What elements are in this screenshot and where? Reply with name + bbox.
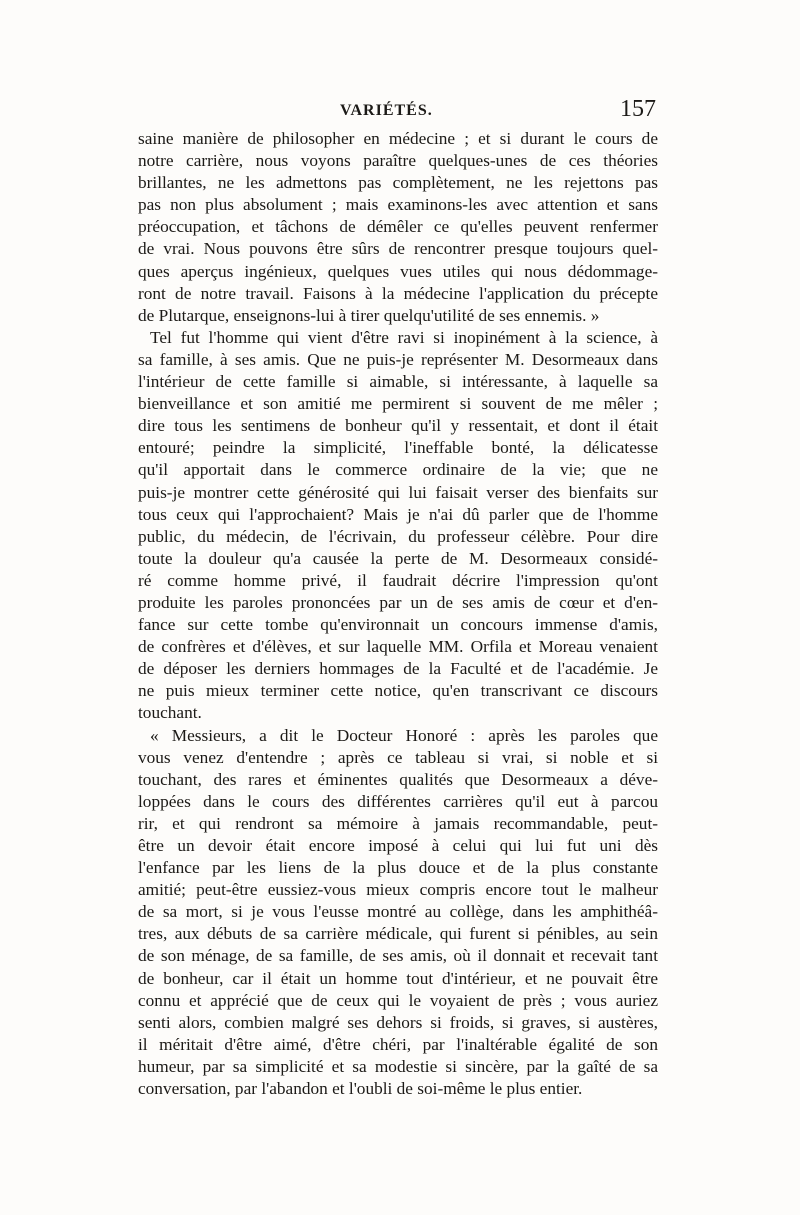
text-line: être un devoir était encore imposé à celui qui lui fut uni dès — [138, 836, 658, 855]
text-line: vous venez d'entendre ; après ce tableau si vrai, si noble et si — [138, 747, 658, 767]
paragraph — [138, 725, 658, 1101]
paragraph — [138, 327, 658, 725]
section-title: VARIÉTÉS. — [340, 102, 433, 119]
text-line: senti alors, combien malgré ses dehors si froids, si graves, si austères, — [138, 1012, 658, 1032]
paragraph — [138, 128, 658, 327]
text-line: connu et apprécié que de ceux qui le voyaient de près ; vous auriez — [138, 990, 658, 1010]
text-line: ques aperçus ingénieux, quelques vues utiles qui nous dédommage- — [138, 261, 658, 281]
body-text — [138, 128, 658, 1100]
text-line: pas non plus absolument ; mais examinons-les avec attention et sans — [138, 195, 658, 215]
page-number: 157 — [620, 96, 656, 122]
text-line: produite les paroles prononcées par un de ses amis de cœur et d'en- — [138, 592, 658, 612]
text-line: brillantes, ne les admettons pas complètement, ne les rejettons pas — [138, 173, 658, 193]
text-line: ront de notre travail. Faisons à la médecine l'application du précepte — [138, 283, 658, 303]
text-line: de vrai. Nous pouvons être sûrs de rencontrer presque toujours quel- — [138, 239, 658, 259]
text-line: tres, aux débuts de sa carrière médicale, qui furent si pénibles, au sein — [138, 924, 658, 944]
text-line: de confrères et d'élèves, et sur laquelle MM. Orfila et Moreau venaient — [138, 637, 658, 657]
text-line: rir, et qui rendront sa mémoire à jamais recommandable, peut- — [138, 813, 658, 833]
text-line: « Messieurs, a dit le Docteur Honoré : après les paroles que — [150, 725, 658, 745]
text-line: de bonheur, car il était un homme tout d'intérieur, et ne pouvait être — [138, 968, 658, 988]
text-line: de Plutarque, enseignons-lui à tirer quelqu'utilité de ses ennemis. » — [138, 305, 600, 325]
text-line: fance sur cette tombe qu'environnait un concours immense d'amis, — [138, 615, 658, 635]
text-line: Tel fut l'homme qui vient d'être ravi si inopinément à la science, à — [150, 327, 658, 347]
text-line: amitié; peut-être eussiez-vous mieux compris encore tout le malheur — [138, 880, 658, 900]
text-line: loppées dans le cours des différentes carrières qu'il eut à parcou — [138, 791, 658, 811]
text-line: bienveillance et son amitié me permirent si souvent de me mêler ; — [138, 394, 658, 414]
text-line: il méritait d'être aimé, d'être chéri, par l'inaltérable égalité de son — [138, 1034, 658, 1054]
running-head — [138, 96, 658, 126]
text-line: de sa mort, si je vous l'eusse montré au collège, dans les amphithéâ- — [138, 902, 658, 922]
text-line: saine manière de philosopher en médecine ; et si durant le cours de — [138, 129, 658, 148]
text-line: toute la douleur qu'a causée la perte de M. Desormeaux considé- — [138, 548, 658, 568]
text-line: dire tous les sentimens de bonheur qu'il y ressentait, et dont il était — [138, 416, 658, 436]
text-line: ne puis mieux terminer cette notice, qu'en transcrivant ce discours — [138, 681, 658, 701]
text-line: puis-je montrer cette générosité qui lui faisait verser des bienfaits sur — [138, 482, 658, 502]
text-line: ré comme homme privé, il faudrait décrire l'impression qu'ont — [138, 570, 658, 590]
text-line: sa famille, à ses amis. Que ne puis-je représenter M. Desormeaux dans — [138, 349, 658, 369]
text-line: tous ceux qui l'approchaient? Mais je n'ai dû parler que de l'homme — [138, 504, 658, 524]
text-line: touchant, des rares et éminentes qualités que Desormeaux a déve- — [138, 769, 658, 789]
text-line: notre carrière, nous voyons paraître quelques-unes de ces théories — [138, 151, 658, 171]
text-line: touchant. — [138, 703, 202, 723]
text-line: de déposer les derniers hommages de la Faculté et de l'académie. Je — [138, 659, 658, 679]
text-line: public, du médecin, de l'écrivain, du professeur célèbre. Pour dire — [138, 526, 658, 546]
text-line: qu'il apportait dans le commerce ordinaire de la vie; que ne — [138, 460, 658, 480]
text-line: entouré; peindre la simplicité, l'ineffable bonté, la délicatesse — [138, 438, 658, 458]
text-line: de son ménage, de sa famille, de ses amis, où il donnait et recevait tant — [138, 946, 658, 966]
text-line: l'intérieur de cette famille si aimable, si intéressante, à laquelle sa — [138, 372, 658, 392]
text-line: humeur, par sa simplicité et sa modestie si sincère, par la gaîté de sa — [138, 1056, 658, 1076]
text-line: conversation, par l'abandon et l'oubli de soi-même le plus entier. — [138, 1079, 583, 1099]
text-line: l'enfance par les liens de la plus douce et de la plus constante — [138, 858, 658, 878]
text-line: préoccupation, et tâchons de démêler ce qu'elles peuvent renfermer — [138, 217, 658, 237]
